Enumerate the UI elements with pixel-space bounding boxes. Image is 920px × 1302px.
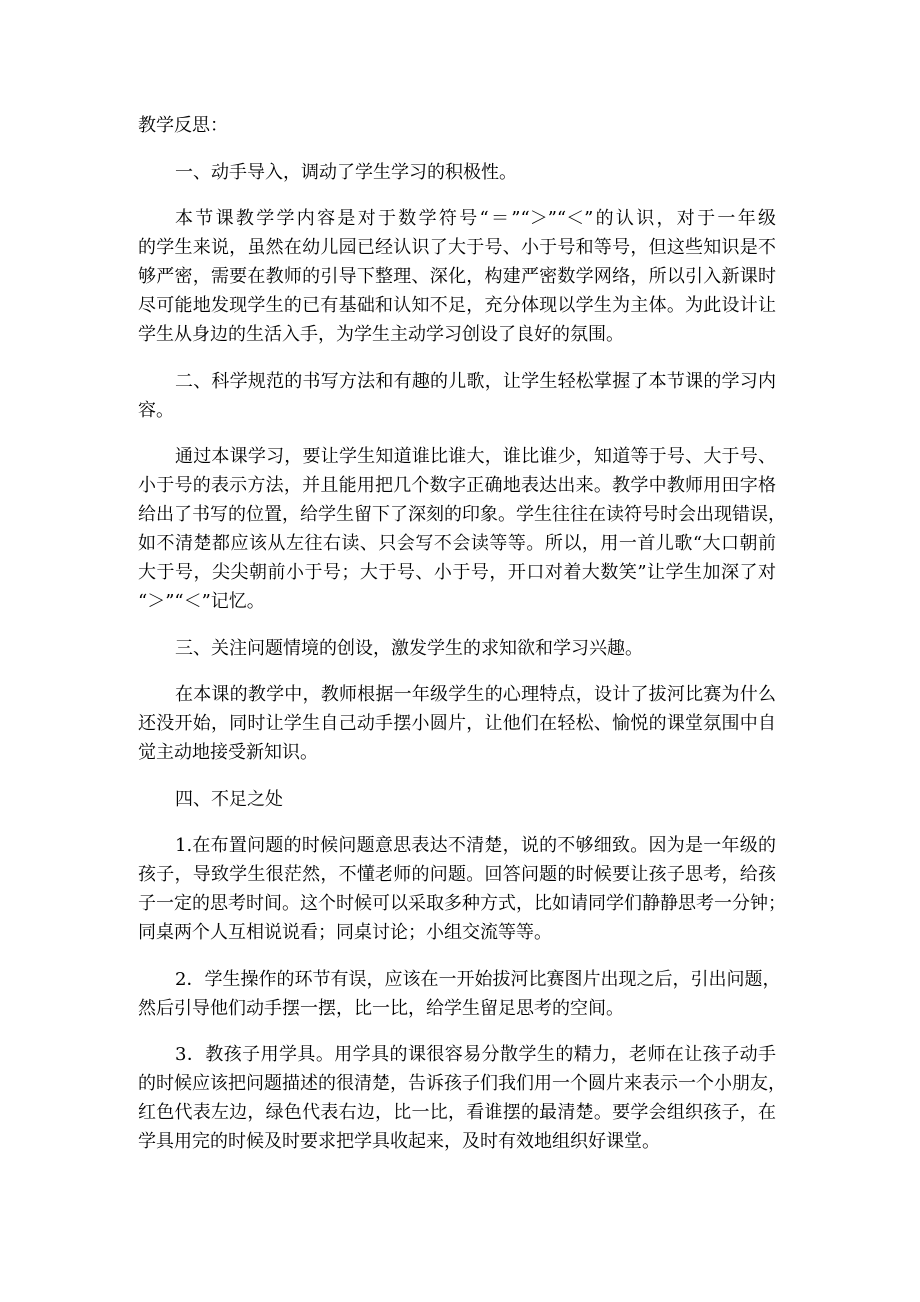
paragraph-line: 子一定的思考时间。这个时候可以采取多种方式，比如请同学们静静思考一分钟； bbox=[138, 893, 786, 914]
paragraph-line: 孩子，导致学生很茫然，不懂老师的问题。回答问题的时候要让孩子思考，给孩 bbox=[138, 864, 776, 885]
paragraph-line: 尽可能地发现学生的已有基础和认知不足，充分体现以学生为主体。为此设计让 bbox=[138, 295, 776, 316]
paragraph-line: 的时候应该把问题描述的很清楚，告诉孩子们我们用一个圆片来表示一个小朋友， bbox=[138, 1073, 786, 1094]
document-page bbox=[138, 111, 786, 1174]
paragraph bbox=[138, 1040, 786, 1156]
paragraph-line: 如不清楚都应该从左往右读、只会写不会读等等。所以，用一首儿歌“大口朝前 bbox=[138, 533, 776, 554]
paragraph-line: 的学生来说，虽然在幼儿园已经认识了大于号、小于号和等号，但这些知识是不 bbox=[138, 237, 776, 258]
paragraph-line: 1.在布置问题的时候问题意思表达不清楚，说的不够细致。因为是一年级的 bbox=[175, 835, 776, 856]
paragraph bbox=[138, 785, 776, 814]
paragraph-line: 本节课教学学内容是对于数学符号“＝”“＞”“＜”的认识，对于一年级 bbox=[175, 208, 776, 229]
paragraph-line: 小于号的表示方法，并且能用把几个数字正确地表达出来。教学中教师用田字格 bbox=[138, 475, 776, 496]
paragraph-line: 觉主动地接受新知识。 bbox=[138, 742, 318, 763]
paragraph bbox=[138, 965, 781, 1023]
paragraph bbox=[138, 831, 786, 947]
paragraph bbox=[138, 158, 776, 187]
paragraph-line: 学生从身边的生活入手，为学生主动学习创设了良好的氛围。 bbox=[138, 324, 624, 345]
paragraph bbox=[138, 204, 776, 349]
paragraph-line: 同桌两个人互相说说看；同桌讨论；小组交流等等。 bbox=[138, 922, 552, 943]
paragraph-line: 3．教孩子用学具。用学具的课很容易分散学生的精力，老师在让孩子动手 bbox=[175, 1044, 776, 1065]
document-title bbox=[138, 111, 776, 140]
paragraph-line: 2．学生操作的环节有误，应该在一开始拔河比赛图片出现之后，引出问题， bbox=[175, 968, 781, 990]
paragraph-line: 一、动手导入，调动了学生学习的积极性。 bbox=[175, 161, 517, 183]
paragraph-line: 二、科学规范的书写方法和有趣的儿歌，让学生轻松掌握了本节课的学习内 bbox=[175, 370, 776, 392]
paragraph-line: 还没开始，同时让学生自己动手摆小圆片，让他们在轻松、愉悦的课堂氛围中自 bbox=[138, 713, 776, 734]
paragraph-line: 大于号，尖尖朝前小于号；大于号、小于号，开口对着大数笑”让学生加深了对 bbox=[138, 562, 776, 583]
paragraph bbox=[138, 634, 776, 663]
paragraph-line: 三、关注问题情境的创设，激发学生的求知欲和学习兴趣。 bbox=[175, 637, 643, 659]
paragraph-line: 在本课的教学中，教师根据一年级学生的心理特点，设计了拔河比赛为什么 bbox=[175, 684, 776, 705]
paragraph bbox=[138, 442, 786, 616]
paragraph-line: 红色代表左边，绿色代表右边，比一比，看谁摆的最清楚。要学会组织孩子，在 bbox=[138, 1102, 776, 1123]
paragraph-line: “＞”“＜”记忆。 bbox=[138, 591, 265, 612]
paragraph-line: 容。 bbox=[138, 399, 174, 421]
paragraph-line: 通过本课学习，要让学生知道谁比谁大，谁比谁少，知道等于号、大于号、 bbox=[175, 446, 776, 467]
paragraph-line: 学具用完的时候及时要求把学具收起来，及时有效地组织好课堂。 bbox=[138, 1131, 660, 1152]
paragraph-line: 然后引导他们动手摆一摆，比一比，给学生留足思考的空间。 bbox=[138, 997, 624, 1019]
paragraph bbox=[138, 367, 776, 425]
paragraph-line: 给出了书写的位置，给学生留下了深刻的印象。学生往往在读符号时会出现错误， bbox=[138, 504, 786, 525]
paragraph bbox=[138, 680, 776, 767]
paragraph-line: 四、不足之处 bbox=[175, 788, 283, 810]
document-body bbox=[138, 158, 786, 1157]
paragraph-line: 够严密，需要在教师的引导下整理、深化，构建严密数学网络，所以引入新课时 bbox=[138, 266, 776, 287]
title-line: 教学反思： bbox=[138, 115, 228, 136]
